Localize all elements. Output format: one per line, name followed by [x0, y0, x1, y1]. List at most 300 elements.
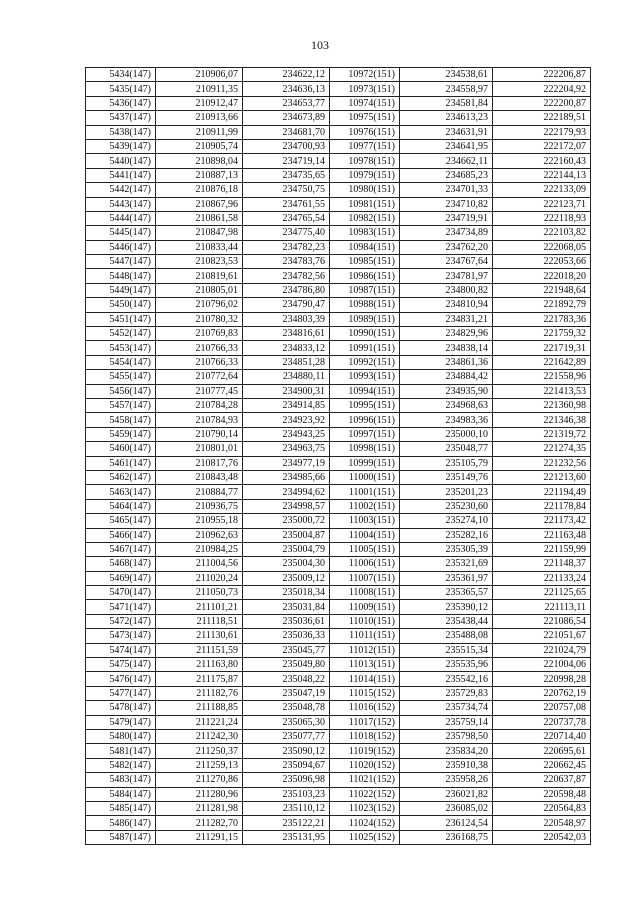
y-coord-right-cell: 220662,45 — [493, 758, 591, 772]
x-coord-left-cell: 210913,66 — [156, 111, 243, 125]
table-row — [86, 240, 591, 254]
point-id-right-cell: 10976(151) — [330, 125, 400, 139]
coordinates-table-body — [86, 68, 591, 845]
y-coord-right-cell: 220564,83 — [493, 801, 591, 815]
point-id-left-cell: 5458(147) — [86, 413, 156, 427]
y-coord-left-cell: 235110,12 — [243, 801, 330, 815]
x-coord-left-cell: 210766,33 — [156, 355, 243, 369]
point-id-right-cell: 11008(151) — [330, 586, 400, 600]
y-coord-left-cell: 234782,56 — [243, 269, 330, 283]
y-coord-left-cell: 235045,77 — [243, 643, 330, 657]
y-coord-left-cell: 234790,47 — [243, 298, 330, 312]
table-row — [86, 586, 591, 600]
point-id-left-cell: 5477(147) — [86, 686, 156, 700]
point-id-right-cell: 10988(151) — [330, 298, 400, 312]
x-coord-left-cell: 211101,21 — [156, 600, 243, 614]
y-coord-right-cell: 220714,40 — [493, 729, 591, 743]
point-id-left-cell: 5456(147) — [86, 384, 156, 398]
x-coord-left-cell: 211259,13 — [156, 758, 243, 772]
table-row — [86, 370, 591, 384]
table-row — [86, 773, 591, 787]
x-coord-left-cell: 210784,93 — [156, 413, 243, 427]
x-coord-right-cell: 235230,60 — [400, 499, 493, 513]
y-coord-right-cell: 220542,03 — [493, 830, 591, 844]
point-id-left-cell: 5483(147) — [86, 773, 156, 787]
x-coord-right-cell: 235958,26 — [400, 773, 493, 787]
y-coord-left-cell: 234985,66 — [243, 470, 330, 484]
table-row — [86, 801, 591, 815]
x-coord-right-cell: 234662,11 — [400, 154, 493, 168]
point-id-right-cell: 11023(152) — [330, 801, 400, 815]
table-row — [86, 384, 591, 398]
y-coord-left-cell: 234977,19 — [243, 456, 330, 470]
table-row — [86, 68, 591, 82]
point-id-left-cell: 5464(147) — [86, 499, 156, 513]
y-coord-left-cell: 234700,93 — [243, 139, 330, 153]
x-coord-left-cell: 210984,25 — [156, 542, 243, 556]
table-row — [86, 413, 591, 427]
x-coord-left-cell: 211118,51 — [156, 614, 243, 628]
point-id-right-cell: 10979(151) — [330, 168, 400, 182]
point-id-left-cell: 5434(147) — [86, 68, 156, 82]
x-coord-right-cell: 234719,91 — [400, 211, 493, 225]
x-coord-right-cell: 234734,89 — [400, 226, 493, 240]
point-id-left-cell: 5438(147) — [86, 125, 156, 139]
x-coord-left-cell: 211188,85 — [156, 701, 243, 715]
table-row — [86, 283, 591, 297]
point-id-right-cell: 10981(151) — [330, 197, 400, 211]
point-id-left-cell: 5485(147) — [86, 801, 156, 815]
x-coord-right-cell: 235321,69 — [400, 557, 493, 571]
y-coord-right-cell: 221086,54 — [493, 614, 591, 628]
table-row — [86, 269, 591, 283]
point-id-right-cell: 11007(151) — [330, 571, 400, 585]
x-coord-left-cell: 211250,37 — [156, 744, 243, 758]
y-coord-left-cell: 234803,39 — [243, 312, 330, 326]
y-coord-right-cell: 220757,08 — [493, 701, 591, 715]
y-coord-right-cell: 222123,71 — [493, 197, 591, 211]
y-coord-right-cell: 222172,07 — [493, 139, 591, 153]
y-coord-left-cell: 235004,30 — [243, 557, 330, 571]
point-id-left-cell: 5444(147) — [86, 211, 156, 225]
point-id-right-cell: 11017(152) — [330, 715, 400, 729]
y-coord-right-cell: 221173,42 — [493, 514, 591, 528]
y-coord-right-cell: 221413,53 — [493, 384, 591, 398]
point-id-right-cell: 10995(151) — [330, 398, 400, 412]
table-row — [86, 139, 591, 153]
point-id-left-cell: 5448(147) — [86, 269, 156, 283]
x-coord-right-cell: 235201,23 — [400, 485, 493, 499]
y-coord-right-cell: 221783,36 — [493, 312, 591, 326]
y-coord-left-cell: 234998,57 — [243, 499, 330, 513]
x-coord-left-cell: 210884,77 — [156, 485, 243, 499]
y-coord-right-cell: 220548,97 — [493, 816, 591, 830]
point-id-left-cell: 5472(147) — [86, 614, 156, 628]
y-coord-left-cell: 235090,12 — [243, 744, 330, 758]
x-coord-right-cell: 234685,23 — [400, 168, 493, 182]
y-coord-right-cell: 222133,09 — [493, 183, 591, 197]
table-row — [86, 398, 591, 412]
point-id-right-cell: 10985(151) — [330, 255, 400, 269]
x-coord-left-cell: 210876,18 — [156, 183, 243, 197]
x-coord-right-cell: 235910,38 — [400, 758, 493, 772]
point-id-left-cell: 5459(147) — [86, 427, 156, 441]
x-coord-right-cell: 234631,91 — [400, 125, 493, 139]
table-row — [86, 830, 591, 844]
point-id-left-cell: 5451(147) — [86, 312, 156, 326]
point-id-right-cell: 11012(151) — [330, 643, 400, 657]
point-id-right-cell: 11006(151) — [330, 557, 400, 571]
x-coord-right-cell: 235488,08 — [400, 629, 493, 643]
point-id-left-cell: 5463(147) — [86, 485, 156, 499]
y-coord-left-cell: 235096,98 — [243, 773, 330, 787]
table-row — [86, 672, 591, 686]
x-coord-left-cell: 210898,04 — [156, 154, 243, 168]
y-coord-left-cell: 234750,75 — [243, 183, 330, 197]
y-coord-left-cell: 235004,79 — [243, 542, 330, 556]
table-row — [86, 758, 591, 772]
point-id-left-cell: 5471(147) — [86, 600, 156, 614]
y-coord-left-cell: 234782,23 — [243, 240, 330, 254]
x-coord-right-cell: 235542,16 — [400, 672, 493, 686]
x-coord-left-cell: 211182,76 — [156, 686, 243, 700]
x-coord-right-cell: 234983,36 — [400, 413, 493, 427]
point-id-left-cell: 5480(147) — [86, 729, 156, 743]
point-id-right-cell: 11013(151) — [330, 658, 400, 672]
x-coord-right-cell: 235105,79 — [400, 456, 493, 470]
point-id-right-cell: 10984(151) — [330, 240, 400, 254]
page-number: 103 — [311, 38, 329, 52]
table-row — [86, 643, 591, 657]
point-id-left-cell: 5462(147) — [86, 470, 156, 484]
point-id-right-cell: 10990(151) — [330, 327, 400, 341]
y-coord-left-cell: 234681,70 — [243, 125, 330, 139]
x-coord-left-cell: 210905,74 — [156, 139, 243, 153]
point-id-right-cell: 11016(152) — [330, 701, 400, 715]
table-row — [86, 816, 591, 830]
point-id-right-cell: 10978(151) — [330, 154, 400, 168]
point-id-left-cell: 5486(147) — [86, 816, 156, 830]
y-coord-left-cell: 234636,13 — [243, 82, 330, 96]
point-id-left-cell: 5474(147) — [86, 643, 156, 657]
point-id-left-cell: 5443(147) — [86, 197, 156, 211]
x-coord-right-cell: 236021,82 — [400, 787, 493, 801]
table-row — [86, 111, 591, 125]
point-id-right-cell: 10994(151) — [330, 384, 400, 398]
x-coord-right-cell: 235535,96 — [400, 658, 493, 672]
table-row — [86, 327, 591, 341]
y-coord-left-cell: 235065,30 — [243, 715, 330, 729]
y-coord-right-cell: 222053,66 — [493, 255, 591, 269]
x-coord-right-cell: 236124,54 — [400, 816, 493, 830]
x-coord-right-cell: 234838,14 — [400, 341, 493, 355]
point-id-right-cell: 11015(152) — [330, 686, 400, 700]
y-coord-right-cell: 221133,24 — [493, 571, 591, 585]
x-coord-left-cell: 210784,28 — [156, 398, 243, 412]
x-coord-right-cell: 234781,97 — [400, 269, 493, 283]
point-id-right-cell: 10974(151) — [330, 96, 400, 110]
x-coord-left-cell: 211020,24 — [156, 571, 243, 585]
y-coord-right-cell: 221558,96 — [493, 370, 591, 384]
point-id-left-cell: 5479(147) — [86, 715, 156, 729]
y-coord-right-cell: 222118,93 — [493, 211, 591, 225]
point-id-right-cell: 11019(152) — [330, 744, 400, 758]
x-coord-right-cell: 234613,23 — [400, 111, 493, 125]
x-coord-left-cell: 210955,18 — [156, 514, 243, 528]
table-row — [86, 557, 591, 571]
x-coord-left-cell: 210790,14 — [156, 427, 243, 441]
table-row — [86, 470, 591, 484]
table-row — [86, 542, 591, 556]
table-row — [86, 729, 591, 743]
point-id-left-cell: 5482(147) — [86, 758, 156, 772]
y-coord-right-cell: 222144,13 — [493, 168, 591, 182]
point-id-left-cell: 5461(147) — [86, 456, 156, 470]
point-id-left-cell: 5435(147) — [86, 82, 156, 96]
point-id-left-cell: 5478(147) — [86, 701, 156, 715]
point-id-left-cell: 5476(147) — [86, 672, 156, 686]
table-row — [86, 341, 591, 355]
point-id-left-cell: 5466(147) — [86, 528, 156, 542]
point-id-left-cell: 5484(147) — [86, 787, 156, 801]
table-row — [86, 183, 591, 197]
point-id-right-cell: 11010(151) — [330, 614, 400, 628]
y-coord-left-cell: 234833,12 — [243, 341, 330, 355]
table-row — [86, 571, 591, 585]
x-coord-left-cell: 210962,63 — [156, 528, 243, 542]
x-coord-left-cell: 210843,48 — [156, 470, 243, 484]
x-coord-right-cell: 235798,50 — [400, 729, 493, 743]
x-coord-right-cell: 235515,34 — [400, 643, 493, 657]
y-coord-left-cell: 235000,72 — [243, 514, 330, 528]
y-coord-left-cell: 235131,95 — [243, 830, 330, 844]
y-coord-right-cell: 221194,49 — [493, 485, 591, 499]
x-coord-left-cell: 210911,99 — [156, 125, 243, 139]
x-coord-right-cell: 236168,75 — [400, 830, 493, 844]
table-row — [86, 658, 591, 672]
x-coord-right-cell: 235834,20 — [400, 744, 493, 758]
x-coord-left-cell: 211282,70 — [156, 816, 243, 830]
point-id-right-cell: 10980(151) — [330, 183, 400, 197]
x-coord-right-cell: 235282,16 — [400, 528, 493, 542]
point-id-left-cell: 5470(147) — [86, 586, 156, 600]
y-coord-left-cell: 235036,61 — [243, 614, 330, 628]
point-id-right-cell: 10972(151) — [330, 68, 400, 82]
y-coord-left-cell: 235048,78 — [243, 701, 330, 715]
y-coord-left-cell: 235009,12 — [243, 571, 330, 585]
table-row — [86, 686, 591, 700]
point-id-left-cell: 5457(147) — [86, 398, 156, 412]
x-coord-right-cell: 234884,42 — [400, 370, 493, 384]
x-coord-left-cell: 210906,07 — [156, 68, 243, 82]
x-coord-left-cell: 211004,56 — [156, 557, 243, 571]
y-coord-right-cell: 220737,78 — [493, 715, 591, 729]
x-coord-right-cell: 235149,76 — [400, 470, 493, 484]
x-coord-left-cell: 210823,53 — [156, 255, 243, 269]
table-row — [86, 485, 591, 499]
table-row — [86, 82, 591, 96]
y-coord-left-cell: 234994,62 — [243, 485, 330, 499]
y-coord-left-cell: 234783,76 — [243, 255, 330, 269]
point-id-right-cell: 10983(151) — [330, 226, 400, 240]
y-coord-left-cell: 234923,92 — [243, 413, 330, 427]
point-id-left-cell: 5475(147) — [86, 658, 156, 672]
point-id-right-cell: 10993(151) — [330, 370, 400, 384]
y-coord-right-cell: 220695,61 — [493, 744, 591, 758]
x-coord-left-cell: 211281,98 — [156, 801, 243, 815]
table-row — [86, 715, 591, 729]
table-row — [86, 629, 591, 643]
x-coord-right-cell: 234861,36 — [400, 355, 493, 369]
y-coord-right-cell: 221642,89 — [493, 355, 591, 369]
y-coord-left-cell: 234622,12 — [243, 68, 330, 82]
table-row — [86, 255, 591, 269]
table-row — [86, 514, 591, 528]
y-coord-right-cell: 220762,19 — [493, 686, 591, 700]
y-coord-right-cell: 221360,98 — [493, 398, 591, 412]
x-coord-left-cell: 210801,01 — [156, 442, 243, 456]
point-id-right-cell: 11001(151) — [330, 485, 400, 499]
x-coord-left-cell: 211221,24 — [156, 715, 243, 729]
y-coord-right-cell: 222206,87 — [493, 68, 591, 82]
y-coord-left-cell: 235018,34 — [243, 586, 330, 600]
x-coord-left-cell: 211291,15 — [156, 830, 243, 844]
y-coord-right-cell: 222103,82 — [493, 226, 591, 240]
point-id-right-cell: 11005(151) — [330, 542, 400, 556]
x-coord-left-cell: 210847,98 — [156, 226, 243, 240]
point-id-right-cell: 10996(151) — [330, 413, 400, 427]
table-row — [86, 226, 591, 240]
y-coord-left-cell: 234914,85 — [243, 398, 330, 412]
x-coord-left-cell: 211242,30 — [156, 729, 243, 743]
y-coord-right-cell: 221274,35 — [493, 442, 591, 456]
y-coord-right-cell: 221004,06 — [493, 658, 591, 672]
coordinates-table — [85, 67, 591, 845]
table-row — [86, 298, 591, 312]
x-coord-right-cell: 234935,90 — [400, 384, 493, 398]
table-row — [86, 499, 591, 513]
x-coord-left-cell: 210817,76 — [156, 456, 243, 470]
point-id-left-cell: 5450(147) — [86, 298, 156, 312]
point-id-right-cell: 11021(152) — [330, 773, 400, 787]
point-id-left-cell: 5449(147) — [86, 283, 156, 297]
y-coord-right-cell: 221759,32 — [493, 327, 591, 341]
y-coord-left-cell: 235094,67 — [243, 758, 330, 772]
y-coord-left-cell: 234816,61 — [243, 327, 330, 341]
table-row — [86, 211, 591, 225]
point-id-right-cell: 11002(151) — [330, 499, 400, 513]
point-id-left-cell: 5460(147) — [86, 442, 156, 456]
point-id-right-cell: 10992(151) — [330, 355, 400, 369]
y-coord-left-cell: 234880,11 — [243, 370, 330, 384]
point-id-right-cell: 11011(151) — [330, 629, 400, 643]
x-coord-left-cell: 211163,80 — [156, 658, 243, 672]
y-coord-left-cell: 235031,84 — [243, 600, 330, 614]
y-coord-right-cell: 220637,87 — [493, 773, 591, 787]
table-row — [86, 96, 591, 110]
point-id-right-cell: 11004(151) — [330, 528, 400, 542]
y-coord-right-cell: 221148,37 — [493, 557, 591, 571]
x-coord-right-cell: 234968,63 — [400, 398, 493, 412]
y-coord-right-cell: 221024,79 — [493, 643, 591, 657]
y-coord-left-cell: 234786,80 — [243, 283, 330, 297]
point-id-left-cell: 5436(147) — [86, 96, 156, 110]
y-coord-left-cell: 235004,87 — [243, 528, 330, 542]
point-id-right-cell: 11000(151) — [330, 470, 400, 484]
point-id-right-cell: 10987(151) — [330, 283, 400, 297]
y-coord-right-cell: 221232,56 — [493, 456, 591, 470]
x-coord-left-cell: 210867,96 — [156, 197, 243, 211]
x-coord-left-cell: 211151,59 — [156, 643, 243, 657]
y-coord-right-cell: 221892,79 — [493, 298, 591, 312]
point-id-right-cell: 11014(151) — [330, 672, 400, 686]
point-id-left-cell: 5445(147) — [86, 226, 156, 240]
y-coord-left-cell: 234673,89 — [243, 111, 330, 125]
x-coord-left-cell: 210833,44 — [156, 240, 243, 254]
y-coord-right-cell: 222200,87 — [493, 96, 591, 110]
point-id-left-cell: 5442(147) — [86, 183, 156, 197]
point-id-left-cell: 5454(147) — [86, 355, 156, 369]
x-coord-right-cell: 234538,61 — [400, 68, 493, 82]
x-coord-right-cell: 234581,84 — [400, 96, 493, 110]
table-row — [86, 787, 591, 801]
y-coord-left-cell: 234775,40 — [243, 226, 330, 240]
y-coord-right-cell: 221178,84 — [493, 499, 591, 513]
x-coord-right-cell: 235361,97 — [400, 571, 493, 585]
y-coord-right-cell: 221948,64 — [493, 283, 591, 297]
x-coord-right-cell: 236085,02 — [400, 801, 493, 815]
point-id-left-cell: 5481(147) — [86, 744, 156, 758]
x-coord-right-cell: 235365,57 — [400, 586, 493, 600]
point-id-left-cell: 5439(147) — [86, 139, 156, 153]
point-id-left-cell: 5440(147) — [86, 154, 156, 168]
y-coord-right-cell: 221159,99 — [493, 542, 591, 556]
x-coord-left-cell: 210777,45 — [156, 384, 243, 398]
y-coord-left-cell: 235103,23 — [243, 787, 330, 801]
x-coord-left-cell: 210772,64 — [156, 370, 243, 384]
point-id-right-cell: 11003(151) — [330, 514, 400, 528]
point-id-left-cell: 5446(147) — [86, 240, 156, 254]
x-coord-left-cell: 210936,75 — [156, 499, 243, 513]
y-coord-left-cell: 234943,25 — [243, 427, 330, 441]
point-id-right-cell: 11024(152) — [330, 816, 400, 830]
point-id-right-cell: 10989(151) — [330, 312, 400, 326]
x-coord-left-cell: 210780,32 — [156, 312, 243, 326]
x-coord-left-cell: 210887,13 — [156, 168, 243, 182]
point-id-left-cell: 5437(147) — [86, 111, 156, 125]
point-id-right-cell: 11025(152) — [330, 830, 400, 844]
point-id-left-cell: 5455(147) — [86, 370, 156, 384]
point-id-left-cell: 5465(147) — [86, 514, 156, 528]
table-row — [86, 614, 591, 628]
point-id-left-cell: 5452(147) — [86, 327, 156, 341]
table-row — [86, 442, 591, 456]
y-coord-right-cell: 221346,38 — [493, 413, 591, 427]
x-coord-left-cell: 211270,86 — [156, 773, 243, 787]
x-coord-left-cell: 210769,83 — [156, 327, 243, 341]
y-coord-right-cell: 222160,43 — [493, 154, 591, 168]
table-row — [86, 701, 591, 715]
x-coord-right-cell: 234701,33 — [400, 183, 493, 197]
point-id-left-cell: 5453(147) — [86, 341, 156, 355]
y-coord-left-cell: 234719,14 — [243, 154, 330, 168]
y-coord-right-cell: 222189,51 — [493, 111, 591, 125]
x-coord-right-cell: 234800,82 — [400, 283, 493, 297]
point-id-right-cell: 11009(151) — [330, 600, 400, 614]
x-coord-right-cell: 234762,20 — [400, 240, 493, 254]
y-coord-left-cell: 234735,65 — [243, 168, 330, 182]
x-coord-left-cell: 210819,61 — [156, 269, 243, 283]
